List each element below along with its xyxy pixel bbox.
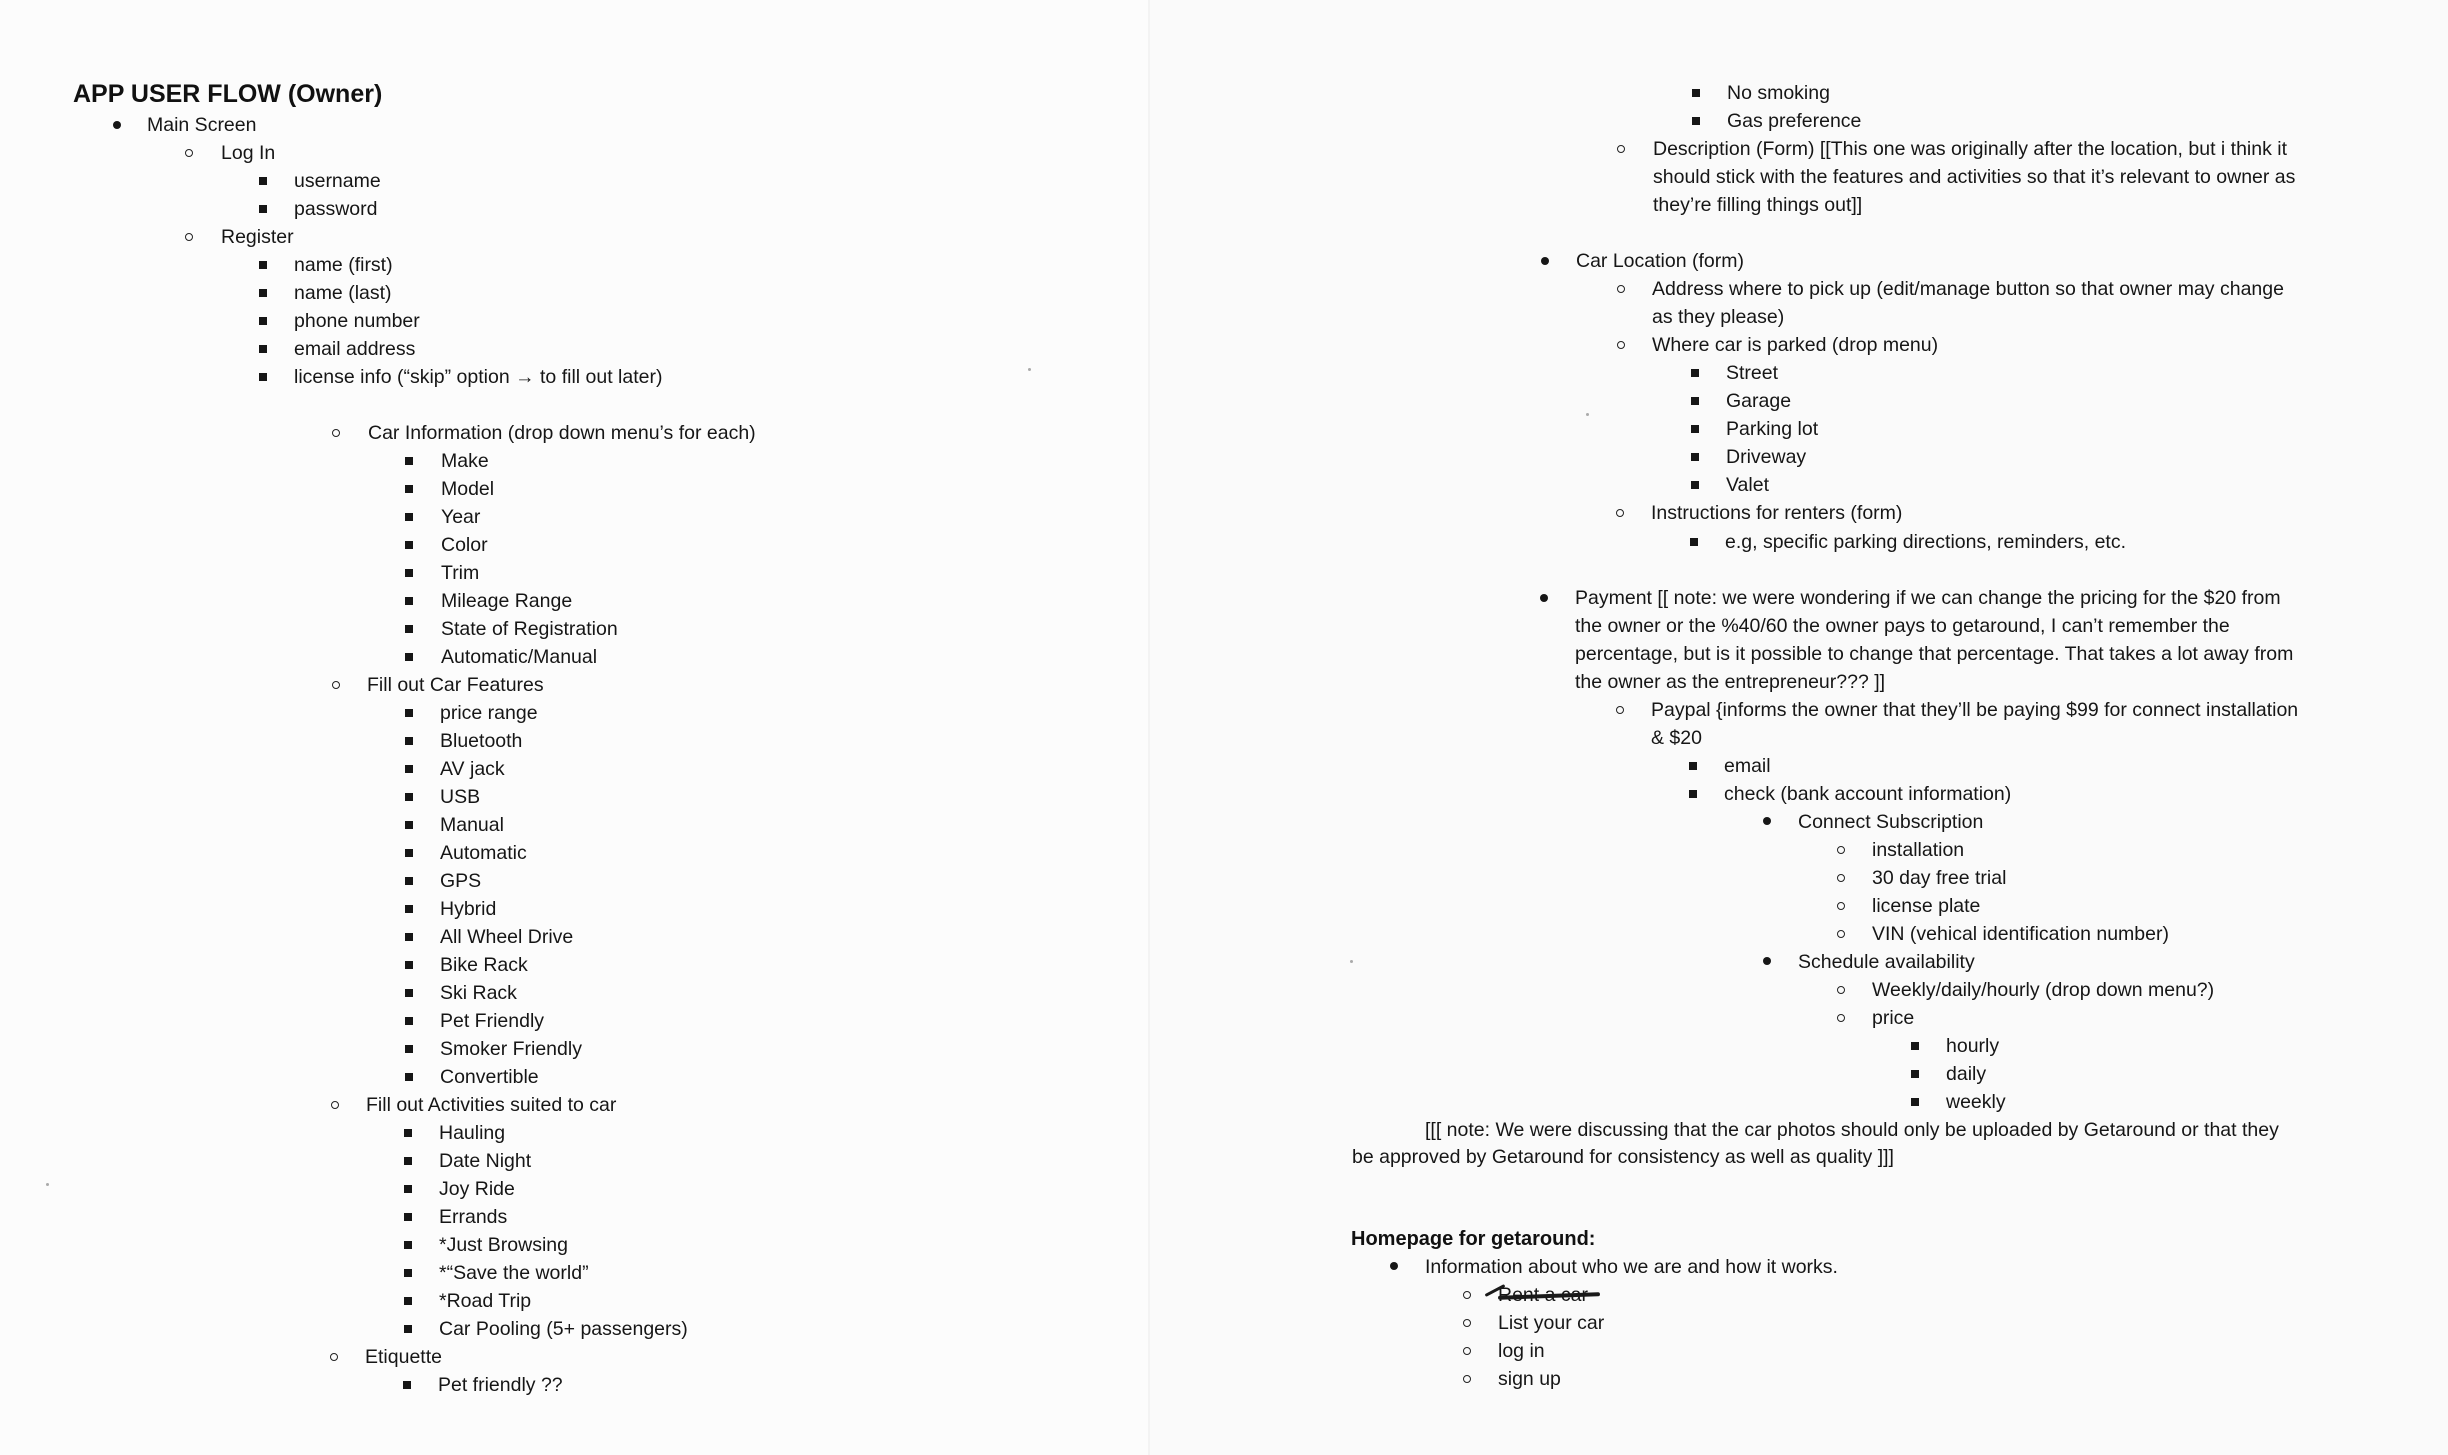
scan-speck	[1028, 368, 1031, 371]
bullet-disc	[1390, 1262, 1398, 1270]
bullet-circle	[185, 149, 193, 157]
bullet-square	[1689, 762, 1697, 770]
bullet-circle	[1463, 1291, 1471, 1299]
car-features-item: Smoker Friendly	[440, 1038, 582, 1060]
etiquette-item: Pet friendly ??	[438, 1374, 563, 1396]
login-item: password	[294, 198, 378, 220]
connect-subscription-item: license plate	[1872, 895, 1981, 917]
bullet-square	[404, 1213, 412, 1221]
bullet-disc	[1540, 594, 1548, 602]
register-item: email address	[294, 338, 416, 360]
instructions-item: e.g, specific parking directions, reminders, etc.	[1725, 531, 2127, 553]
car-features-item: GPS	[440, 870, 482, 892]
bullet-circle	[1837, 846, 1845, 854]
bullet-square	[405, 513, 413, 521]
bullet-square	[405, 709, 413, 717]
bullet-square	[405, 457, 413, 465]
bullet-square	[405, 541, 413, 549]
bullet-square	[405, 933, 413, 941]
activities-item: Date Night	[439, 1150, 532, 1172]
parked-item: Driveway	[1726, 446, 1807, 468]
car-features-item: Ski Rack	[440, 982, 517, 1004]
activities-item: Errands	[439, 1206, 508, 1228]
bullet-square	[403, 1381, 411, 1389]
connect-subscription-item: installation	[1872, 839, 1965, 861]
bullet-square	[259, 205, 267, 213]
bullet-square	[1690, 538, 1698, 546]
bullet-square	[405, 905, 413, 913]
bullet-circle	[1617, 145, 1625, 153]
login-item: username	[294, 170, 381, 192]
bullet-disc	[1541, 257, 1549, 265]
bullet-square	[1691, 453, 1699, 461]
bullet-square	[1911, 1098, 1919, 1106]
bullet-square	[405, 877, 413, 885]
bullet-square	[259, 289, 267, 297]
homepage-item: List your car	[1498, 1312, 1605, 1334]
activities-item: *Road Trip	[439, 1290, 532, 1312]
activities-item: *Just Browsing	[439, 1234, 568, 1256]
document-title: APP USER FLOW (Owner)	[73, 80, 383, 108]
bullet-circle	[330, 1353, 338, 1361]
car-features-item: price range	[440, 702, 538, 724]
bullet-square	[404, 1297, 412, 1305]
bullet-square	[404, 1157, 412, 1165]
bullet-square	[405, 1017, 413, 1025]
paypal-item: check (bank account information)	[1724, 783, 2012, 805]
car-information-item: Color	[441, 534, 488, 556]
bullet-circle	[1463, 1319, 1471, 1327]
car-information-item: State of Registration	[441, 618, 618, 640]
scan-speck	[1586, 413, 1589, 416]
bullet-square	[405, 625, 413, 633]
schedule-item: Weekly/daily/hourly (drop down menu?)	[1872, 979, 2215, 1001]
bullet-disc	[113, 121, 121, 129]
homepage-item: log in	[1498, 1340, 1545, 1362]
scan-speck	[46, 1183, 49, 1186]
register-item: phone number	[294, 310, 420, 332]
bullet-circle	[1463, 1347, 1471, 1355]
bullet-square	[405, 653, 413, 661]
car-information-label: Car Information (drop down menu’s for each)	[368, 422, 756, 444]
register-label: Register	[221, 226, 294, 248]
car-features-label: Fill out Car Features	[367, 674, 544, 696]
address-line: as they please)	[1652, 306, 1785, 328]
paypal-line: Paypal {informs the owner that they’ll be paying $99 for connect installation	[1651, 699, 2299, 721]
car-features-item: Hybrid	[440, 898, 497, 920]
activities-item: *“Save the world”	[439, 1262, 589, 1284]
description-line: Description (Form) [[This one was originally after the location, but i think it	[1653, 138, 2288, 160]
bullet-circle	[331, 1101, 339, 1109]
bullet-square	[1691, 481, 1699, 489]
parked-item: Valet	[1726, 474, 1769, 496]
price-item: hourly	[1946, 1035, 2000, 1057]
address-line: Address where to pick up (edit/manage button so that owner may change	[1652, 278, 2284, 300]
car-location-label: Car Location (form)	[1576, 250, 1744, 272]
paypal-line: & $20	[1651, 727, 1702, 749]
description-line: they’re filling things out]]	[1653, 194, 1863, 216]
car-information-item: Automatic/Manual	[441, 646, 598, 668]
car-features-item: Convertible	[440, 1066, 539, 1088]
bullet-square	[405, 1073, 413, 1081]
parked-label: Where car is parked (drop menu)	[1652, 334, 1939, 356]
homepage-item: sign up	[1498, 1368, 1561, 1390]
etiquette-item: No smoking	[1727, 82, 1830, 104]
register-item: name (first)	[294, 254, 393, 276]
car-features-item: AV jack	[440, 758, 505, 780]
parked-item: Garage	[1726, 390, 1792, 412]
car-features-item: All Wheel Drive	[440, 926, 574, 948]
bullet-square	[405, 961, 413, 969]
register-item: license info (“skip” option → to fill out later)	[294, 366, 663, 388]
bullet-square	[405, 1045, 413, 1053]
login-label: Log In	[221, 142, 276, 164]
bullet-square	[404, 1185, 412, 1193]
bullet-square	[1691, 369, 1699, 377]
bullet-square	[404, 1325, 412, 1333]
price-item: weekly	[1946, 1091, 2006, 1113]
bullet-square	[1911, 1070, 1919, 1078]
bullet-square	[1692, 89, 1700, 97]
car-features-item: Manual	[440, 814, 504, 836]
car-information-item: Trim	[441, 562, 480, 584]
bullet-circle	[332, 429, 340, 437]
bullet-circle	[1616, 706, 1624, 714]
right-page	[1150, 0, 2448, 1455]
activities-item: Car Pooling (5+ passengers)	[439, 1318, 688, 1340]
photo-note-line: [[[ note: We were discussing that the car photos should only be uploaded by Getaround or that they	[1425, 1119, 2279, 1141]
bullet-disc	[1763, 957, 1771, 965]
schedule-item: price	[1872, 1007, 1915, 1029]
bullet-circle	[185, 233, 193, 241]
photo-note-line: be approved by Getaround for consistency as well as quality ]]]	[1352, 1146, 1894, 1168]
instructions-label: Instructions for renters (form)	[1651, 502, 1903, 524]
bullet-square	[1689, 790, 1697, 798]
bullet-square	[1911, 1042, 1919, 1050]
payment-line: Payment [[ note: we were wondering if we can change the pricing for the $20 from	[1575, 587, 2281, 609]
bullet-square	[259, 373, 267, 381]
bullet-square	[404, 1241, 412, 1249]
bullet-square	[259, 345, 267, 353]
parked-item: Street	[1726, 362, 1779, 384]
price-item: daily	[1946, 1063, 1987, 1085]
bullet-square	[405, 737, 413, 745]
bullet-square	[1692, 117, 1700, 125]
bullet-circle	[1837, 986, 1845, 994]
homepage-heading: Homepage for getaround:	[1351, 1228, 1596, 1250]
bullet-square	[404, 1269, 412, 1277]
bullet-square	[405, 849, 413, 857]
schedule-label: Schedule availability	[1798, 951, 1975, 973]
bullet-square	[405, 569, 413, 577]
bullet-circle	[1837, 1014, 1845, 1022]
payment-line: percentage, but is it possible to change that percentage. That takes a lot away from	[1575, 643, 2294, 665]
description-line: should stick with the features and activities so that it’s relevant to owner as	[1653, 166, 2296, 188]
activities-item: Joy Ride	[439, 1178, 515, 1200]
main-screen-label: Main Screen	[147, 114, 257, 136]
bullet-square	[1691, 397, 1699, 405]
bullet-circle	[1837, 874, 1845, 882]
bullet-square	[1691, 425, 1699, 433]
etiquette-item: Gas preference	[1727, 110, 1862, 132]
connect-subscription-item: VIN (vehical identification number)	[1872, 923, 2169, 945]
bullet-square	[405, 793, 413, 801]
bullet-square	[405, 765, 413, 773]
bullet-circle	[332, 681, 340, 689]
bullet-square	[405, 989, 413, 997]
bullet-circle	[1837, 930, 1845, 938]
homepage-info: Information about who we are and how it works.	[1425, 1256, 1838, 1278]
bullet-square	[259, 177, 267, 185]
scan-speck	[1350, 960, 1353, 963]
bullet-circle	[1617, 341, 1625, 349]
bullet-circle	[1463, 1375, 1471, 1383]
activities-item: Hauling	[439, 1122, 506, 1144]
bullet-disc	[1763, 817, 1771, 825]
bullet-square	[405, 597, 413, 605]
bullet-circle	[1617, 285, 1625, 293]
parked-item: Parking lot	[1726, 418, 1819, 440]
car-information-item: Make	[441, 450, 489, 472]
bullet-square	[259, 317, 267, 325]
payment-line: the owner or the %40/60 the owner pays to getaround, I can’t remember the	[1575, 615, 2230, 637]
bullet-square	[404, 1129, 412, 1137]
activities-label: Fill out Activities suited to car	[366, 1094, 617, 1116]
register-item: name (last)	[294, 282, 392, 304]
car-information-item: Year	[441, 506, 481, 528]
car-information-item: Mileage Range	[441, 590, 573, 612]
bullet-circle	[1616, 509, 1624, 517]
left-page	[0, 0, 1148, 1455]
connect-subscription-item: 30 day free trial	[1872, 867, 2007, 889]
paypal-item: email	[1724, 755, 1771, 777]
car-features-item: Bluetooth	[440, 730, 523, 752]
car-features-item: Pet Friendly	[440, 1010, 545, 1032]
car-features-item: Automatic	[440, 842, 527, 864]
car-information-item: Model	[441, 478, 495, 500]
bullet-circle	[1837, 902, 1845, 910]
payment-line: the owner as the entrepreneur??? ]]	[1575, 671, 1886, 693]
etiquette-label: Etiquette	[365, 1346, 442, 1368]
connect-subscription-label: Connect Subscription	[1798, 811, 1984, 833]
bullet-square	[405, 485, 413, 493]
struck-item	[1498, 1281, 1588, 1309]
car-features-item: USB	[440, 786, 481, 808]
car-features-item: Bike Rack	[440, 954, 528, 976]
bullet-square	[259, 261, 267, 269]
bullet-square	[405, 821, 413, 829]
